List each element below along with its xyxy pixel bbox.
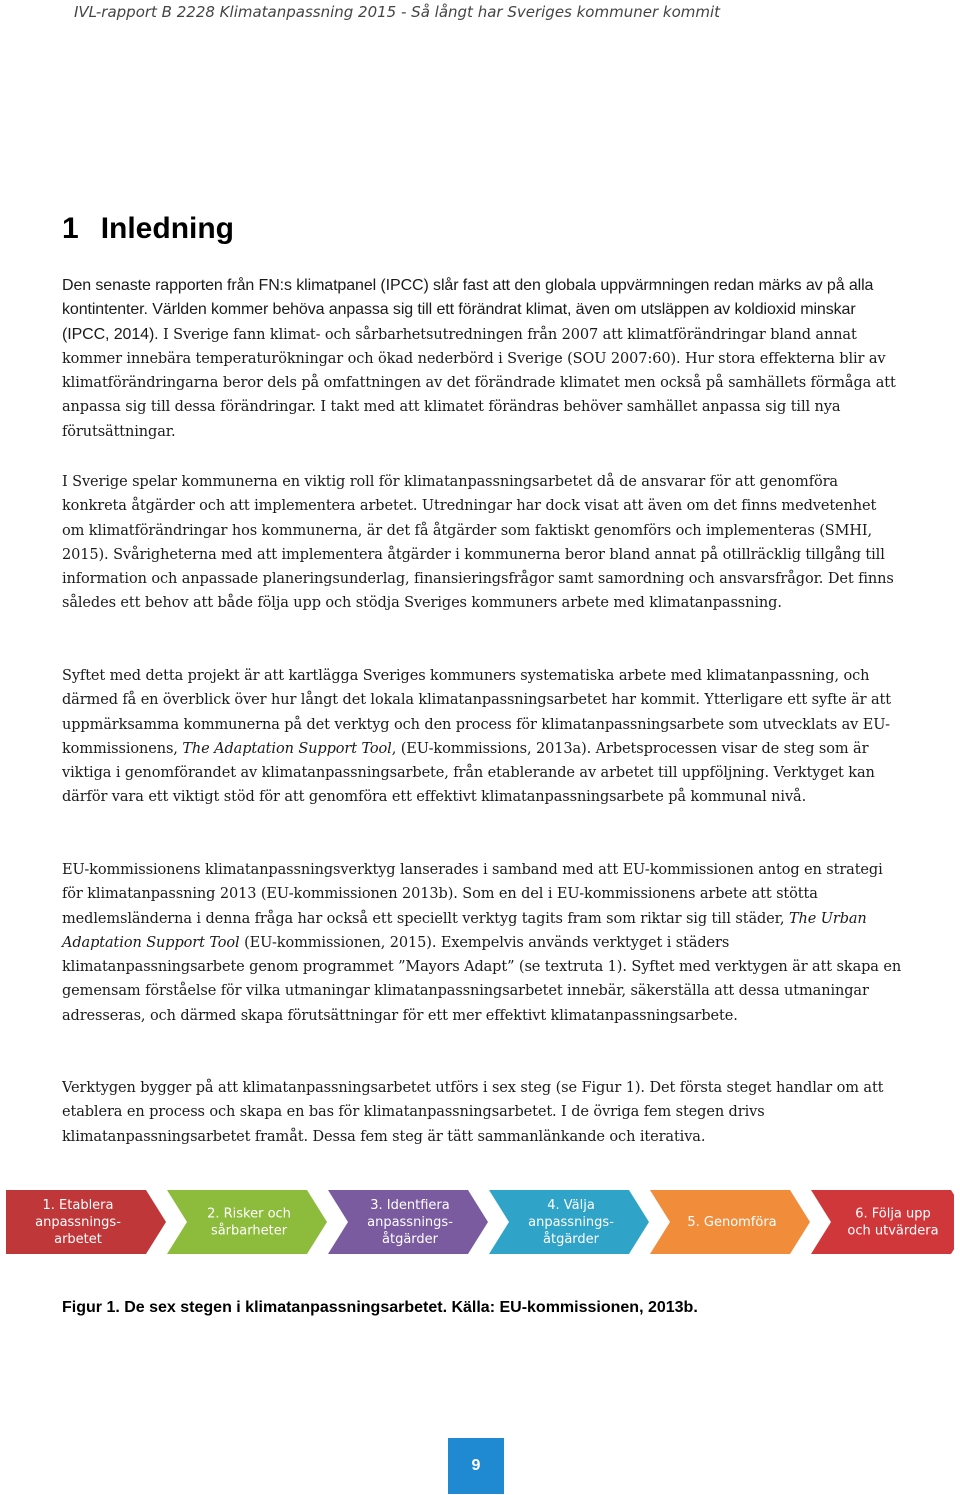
- process-step-1: [6, 1190, 166, 1254]
- paragraph-3-a: Syftet med detta projekt är att kartlägga Sveriges kommuners systematiska arbete med klimatanpassning, och därmed få en överblick över hur långt det lokala klimatanpassningsarbetet har kommit. Ytterligare ett syfte är att uppmärksamma kommunerna på det verktyg och den process för klimatanpassningsarbete som utvecklats av EU-kommissionens,: [62, 668, 891, 757]
- paragraph-1: [62, 274, 902, 444]
- paragraph-3-tool-name: The Adaptation Support Tool: [182, 740, 392, 757]
- process-step-shape: [167, 1190, 327, 1254]
- process-step-label-line: och utvärdera: [847, 1223, 939, 1239]
- paragraph-4-b: (EU-kommissionen, 2015). Exempelvis används verktyget i städers klimatanpassningsarbete genom programmet ”Mayors Adapt” (se textruta 1). Syftet med verktygen är att skapa en gemensam förståelse för vilka utmaningar klimatanpassningsarbetet innebär, säkerställa att dessa utmaningar adresseras, och därmed skapa förutsättningar för ett mer effektivt klimatanpassningsarbete.: [62, 934, 902, 1024]
- process-step-6: [811, 1190, 954, 1254]
- process-step-label-line: 1. Etablera: [42, 1198, 114, 1213]
- paragraph-4-a: EU-kommissionens klimatanpassningsverktyg lanserades i samband med att EU-kommissionen antog en strategi för klimatanpassning 2013 (EU-kommissionen 2013b). Som en del i EU-kommissionens arbete att stötta medlemsländerna i denna fråga har också ett speciellt verktyg tagits fram som riktar sig till städer,: [62, 862, 883, 927]
- process-step-label-line: åtgärder: [382, 1232, 438, 1247]
- process-step-label-line: 4. Välja: [547, 1198, 595, 1213]
- process-step-label-line: 3. Identfiera: [370, 1198, 450, 1213]
- process-step-5: [650, 1190, 810, 1254]
- process-step-shape: [811, 1190, 954, 1254]
- section-title-text: Inledning: [100, 212, 235, 245]
- section-number: 1: [62, 212, 79, 245]
- section-title: [62, 212, 234, 246]
- paragraph-3-b: , (EU-kommissions, 2013a). Arbetsprocessen visar de steg som är viktiga i genomförandet av klimatanpassningsarbete, från etablerande av arbetet till uppföljning. Verktyget kan därför vara ett viktigt stöd för att genomföra ett effektivt klimatanpassningsarbete på kommunal nivå.: [62, 740, 875, 806]
- process-steps-diagram: [6, 1188, 954, 1256]
- process-step-3: [328, 1190, 488, 1254]
- process-step-label-line: anpassnings-: [528, 1215, 614, 1230]
- paragraph-1-rest: I Sverige fann klimat- och sårbarhetsutredningen från 2007 att klimatförändringar bland annat kommer innebära temperaturökningar och ökad nederbörd i Sverige (SOU 2007:60). Hur stora effekterna blir av klimatförändringarna beror dels på omfattningen av det förändrade klimatet men också på samhällets förmåga att anpassa sig till dessa förändringar. I takt med att klimatet förändras behöver samhället anpassa sig till nya förutsättningar.: [62, 326, 896, 440]
- process-step-label-line: anpassnings-: [35, 1215, 121, 1230]
- paragraph-5: Verktygen bygger på att klimatanpassningsarbetet utförs i sex steg (se Figur 1). Det första steget handlar om att etablera en process och skapa en bas för klimatanpassningsarbetet. I de övriga fem stegen drivs klimatanpassningsarbetet framåt. Dessa fem steg är tätt sammanlänkande och iterativa.: [62, 1080, 884, 1145]
- process-step-label-line: 2. Risker och: [207, 1206, 291, 1222]
- process-step-label: [687, 1215, 776, 1230]
- paragraph-1-lead: Den senaste rapporten från FN:s klimatpanel (IPCC) slår fast att den globala uppvärmningen redan märks av på alla kontintenter. Världen kommer behöva anpassa sig till ett förändrat klimat, även om utsläppen av koldioxid minskar (IPCC, 2014).: [62, 277, 874, 343]
- process-steps-svg: [6, 1188, 954, 1256]
- paragraph-4: [62, 858, 902, 1028]
- page-number: 9: [448, 1438, 504, 1494]
- process-step-label-line: 5. Genomföra: [687, 1215, 777, 1230]
- process-step-label-line: anpassnings-: [367, 1215, 453, 1230]
- process-step-label-line: 6. Följa upp: [855, 1206, 931, 1222]
- process-step-label-line: åtgärder: [543, 1232, 599, 1247]
- process-step-4: [489, 1190, 649, 1254]
- paragraph-4-tool-name: The Urban Adaptation Support Tool: [62, 910, 867, 951]
- paragraph-2: I Sverige spelar kommunerna en viktig roll för klimatanpassningsarbetet då de ansvarar för att genomföra konkreta åtgärder och att implementera arbetet. Utredningar har dock visat att även om det finns medvetenhet om klimatförändringar hos kommunerna, är det få åtgärder som faktiskt genomförs och implementeras (SMHI, 2015). Svårigheterna med att implementera åtgärder i kommunerna beror bland annat på otillräcklig tillgång till information och anpassade planeringsunderlag, finansieringsfrågor samt samordning och ansvarsfrågor. Det finns således ett behov att både följa upp och stödja Sveriges kommuners arbete med klimatanpassning.: [62, 474, 894, 612]
- paragraph-3: [62, 664, 902, 810]
- process-step-label-line: sårbarheter: [210, 1223, 288, 1239]
- figure-caption: Figur 1. De sex stegen i klimatanpassningsarbetet. Källa: EU-kommissionen, 2013b.: [62, 1299, 698, 1316]
- running-header: IVL-rapport B 2228 Klimatanpassning 2015 - Så långt har Sveriges kommuner kommit: [74, 3, 721, 21]
- process-step-2: [167, 1190, 327, 1254]
- process-step-label-line: arbetet: [54, 1232, 102, 1247]
